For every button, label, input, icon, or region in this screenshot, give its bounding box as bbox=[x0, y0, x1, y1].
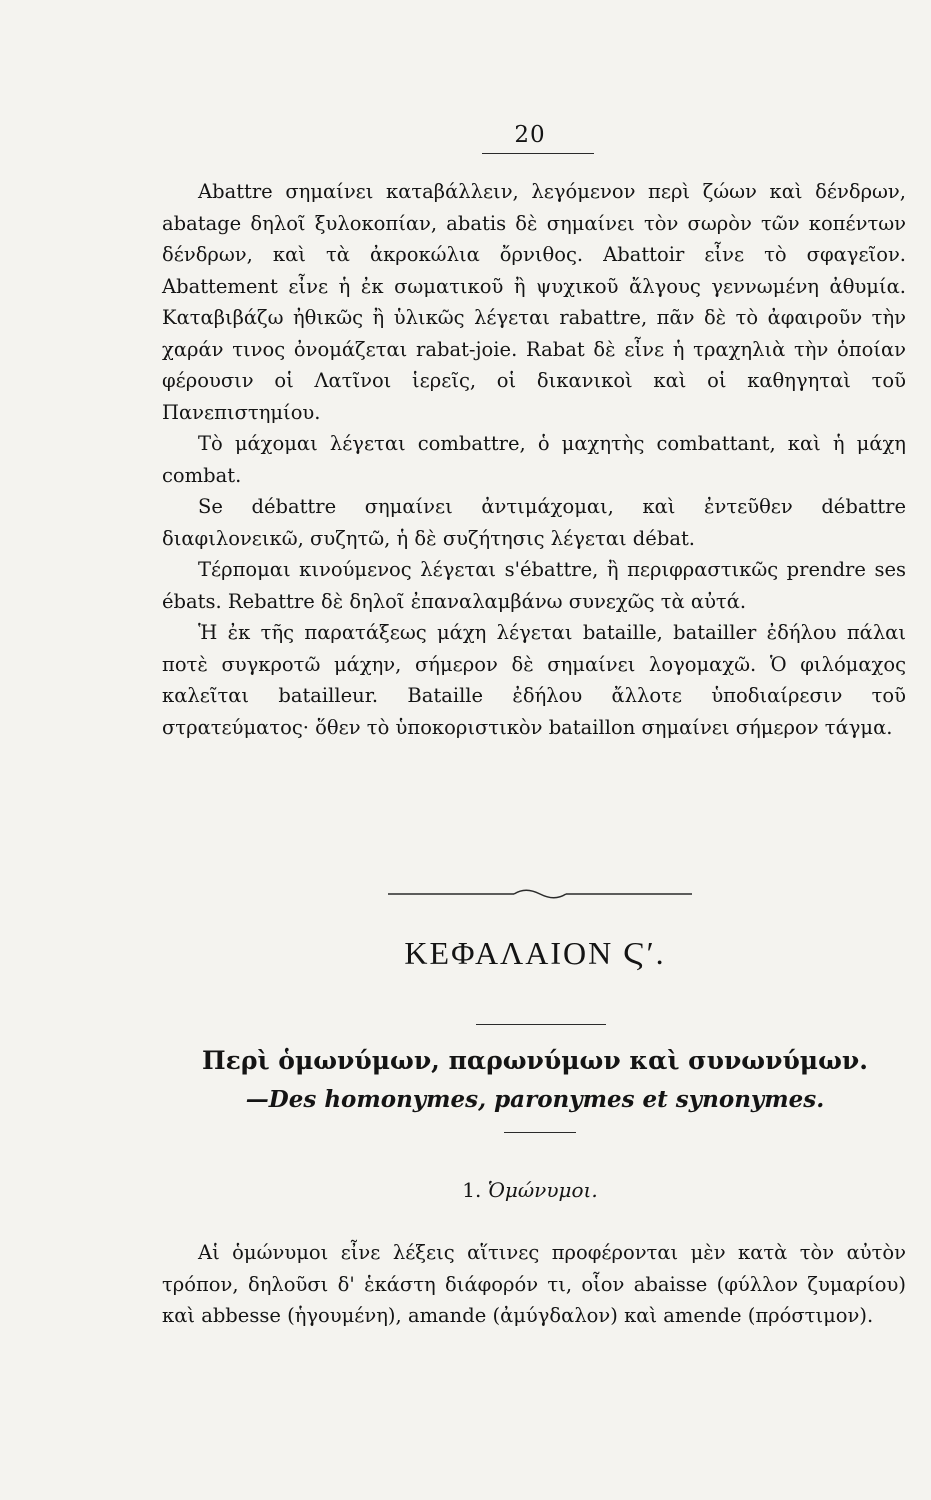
subsection-number: 1. bbox=[462, 1178, 482, 1202]
paragraph-debattre: Se débattre σημαίνει ἀντιμάχομαι, καὶ ἐντεῦθεν débattre διαφιλονεικῶ, συζητῶ, ἡ δὲ συζήτησις λέγεται débat. bbox=[162, 495, 906, 550]
section-heading: Περὶ ὁμωνύμων, παρωνύμων καὶ συνωνύμων. bbox=[202, 1046, 868, 1075]
ornament-divider bbox=[388, 887, 692, 901]
chapter-rule bbox=[476, 1024, 606, 1025]
page-number-rule bbox=[482, 153, 594, 154]
final-text-block bbox=[162, 1237, 906, 1332]
paragraph-combattre: Τὸ μάχομαι λέγεται combattre, ὁ μαχητὴς combattant, καὶ ἡ μάχη combat. bbox=[162, 432, 906, 487]
section-subheading: —Des homonymes, paronymes et synonymes. bbox=[245, 1086, 825, 1113]
paragraph-abattre: Abattre σημαίνει κατaβάλλειν, λεγόμενον περὶ ζώων καὶ δένδρων, abatage δηλοῖ ξυλοκοπίαν, abatis δὲ σημαίνει τὸν σωρὸν τῶν κοπέντων δένδρων, καὶ τὰ ἀκροκώλια ὄρνιθος. Abattoir εἶνε τὸ σφαγεῖον. Abattement εἶνε ἡ ἐκ σωματικοῦ ἢ ψυχικοῦ ἄλγους γεννωμένη ἀθυμία. Καταβιβάζω ἠθικῶς ἢ ὑλικῶς λέγεται rabattre, πᾶν δὲ τὸ ἀφαιροῦν τὴν χαράν τινος ὀνομάζεται rabat-joie. Rabat δὲ εἶνε ἡ τραχηλιὰ τὴν ὁποίαν φέρουσιν οἱ Λατῖνοι ἱερεῖς, οἱ δικανικοὶ καὶ οἱ καθηγηταὶ τοῦ Πανεπιστημίου. bbox=[162, 180, 906, 424]
main-text-block bbox=[162, 176, 906, 743]
section-rule bbox=[504, 1132, 576, 1133]
paragraph-bataille: Ἡ ἐκ τῆς παρατάξεως μάχη λέγεται bataille, batailler ἐδήλου πάλαι ποτὲ συγκροτῶ μάχην, σήμερον δὲ σημαίνει λογομαχῶ. Ὁ φιλόμαχος καλεῖται batailleur. Bataille ἐδήλου ἄλλοτε ὑποδιαίρεσιν τοῦ στρατεύματος· ὅθεν τὸ ὑποκοριστικὸν bataillon σημαίνει σήμερον τάγμα. bbox=[162, 621, 906, 739]
subsection-title bbox=[0, 1178, 931, 1202]
chapter-title: ΚΕΦΑΛΑΙΟΝ Ϛʹ. bbox=[404, 935, 666, 971]
page-number: 20 bbox=[514, 122, 546, 148]
paragraph-ebattre: Τέρπομαι κινούμενος λέγεται s'ébattre, ἢ περιφραστικῶς prendre ses ébats. Rebattre δὲ δηλοῖ ἐπαναλαμβάνω συνεχῶς τὰ αὐτά. bbox=[162, 558, 906, 613]
subsection-name: Ὁμώνυμοι. bbox=[487, 1178, 598, 1202]
paragraph-homonyms: Αἱ ὁμώνυμοι εἶνε λέξεις αἵτινες προφέρονται μὲν κατὰ τὸν αὐτὸν τρόπον, δηλοῦσι δ' ἑκάστη διάφορόν τι, οἷον abaisse (φύλλον ζυμαρίου) καὶ abbesse (ἡγουμένη), amande (ἀμύγδαλον) καὶ amende (πρόστιμον). bbox=[162, 1241, 906, 1327]
